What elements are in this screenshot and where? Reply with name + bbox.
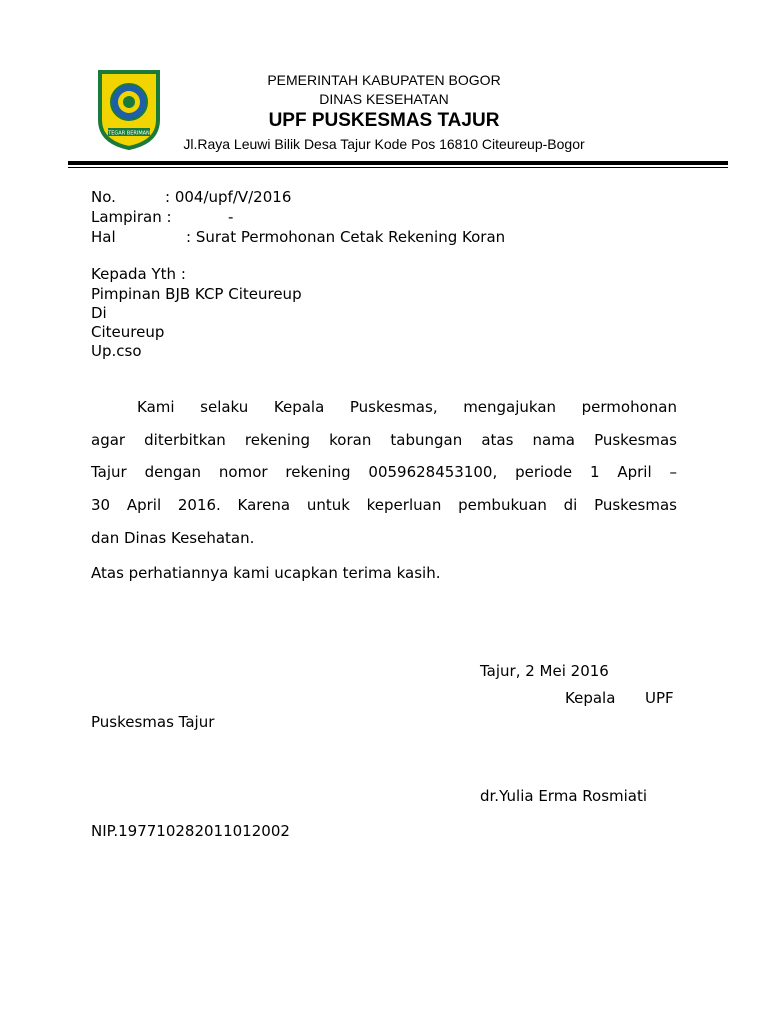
signer-position-upf: UPF: [645, 689, 674, 707]
letterhead-divider-thick: [68, 161, 728, 165]
recipient-city: Citeureup: [91, 323, 165, 341]
place-date: Tajur, 2 Mei 2016: [480, 662, 609, 680]
hal-label: Hal: [91, 228, 116, 246]
hal-value: : Surat Permohonan Cetak Rekening Koran: [186, 228, 506, 246]
recipient-name: Pimpinan BJB KCP Citeureup: [91, 285, 302, 303]
body-line-3: Tajur dengan nomor rekening 0059628453100, periode 1 April –: [91, 463, 677, 481]
letterhead-address: Jl.Raya Leuwi Bilik Desa Tajur Kode Pos 16810 Citeureup-Bogor: [183, 136, 585, 152]
letterhead-title: UPF PUSKESMAS TAJUR: [268, 110, 500, 131]
signer-nip: NIP.197710282011012002: [91, 822, 290, 840]
no-label: No.: [91, 188, 116, 206]
letterhead-divider-thin: [68, 167, 728, 168]
recipient-attention: Up.cso: [91, 342, 142, 360]
letterhead-government: PEMERINTAH KABUPATEN BOGOR: [267, 72, 501, 88]
letterhead-department: DINAS KESEHATAN: [319, 91, 449, 107]
lampiran-label: Lampiran :: [91, 208, 172, 226]
signer-name: dr.Yulia Erma Rosmiati: [480, 787, 648, 805]
no-value: : 004/upf/V/2016: [165, 188, 292, 206]
body-line-1: Kami selaku Kepala Puskesmas, mengajukan permohonan: [137, 398, 677, 416]
logo-motto: TEGAR BERIMAN: [108, 130, 150, 137]
recipient-di: Di: [91, 304, 107, 322]
body-line-2: agar diterbitkan rekening koran tabungan atas nama Puskesmas: [91, 431, 677, 449]
signer-position-puskesmas: Puskesmas Tajur: [91, 713, 215, 731]
body-line-4: 30 April 2016. Karena untuk keperluan pembukuan di Puskesmas: [91, 496, 677, 514]
lampiran-value: -: [228, 208, 234, 226]
closing-line: Atas perhatiannya kami ucapkan terima kasih.: [91, 564, 441, 582]
recipient-greeting: Kepada Yth :: [91, 265, 186, 283]
body-line-5: dan Dinas Kesehatan.: [91, 529, 255, 547]
signer-position-kepala: Kepala: [565, 689, 616, 707]
